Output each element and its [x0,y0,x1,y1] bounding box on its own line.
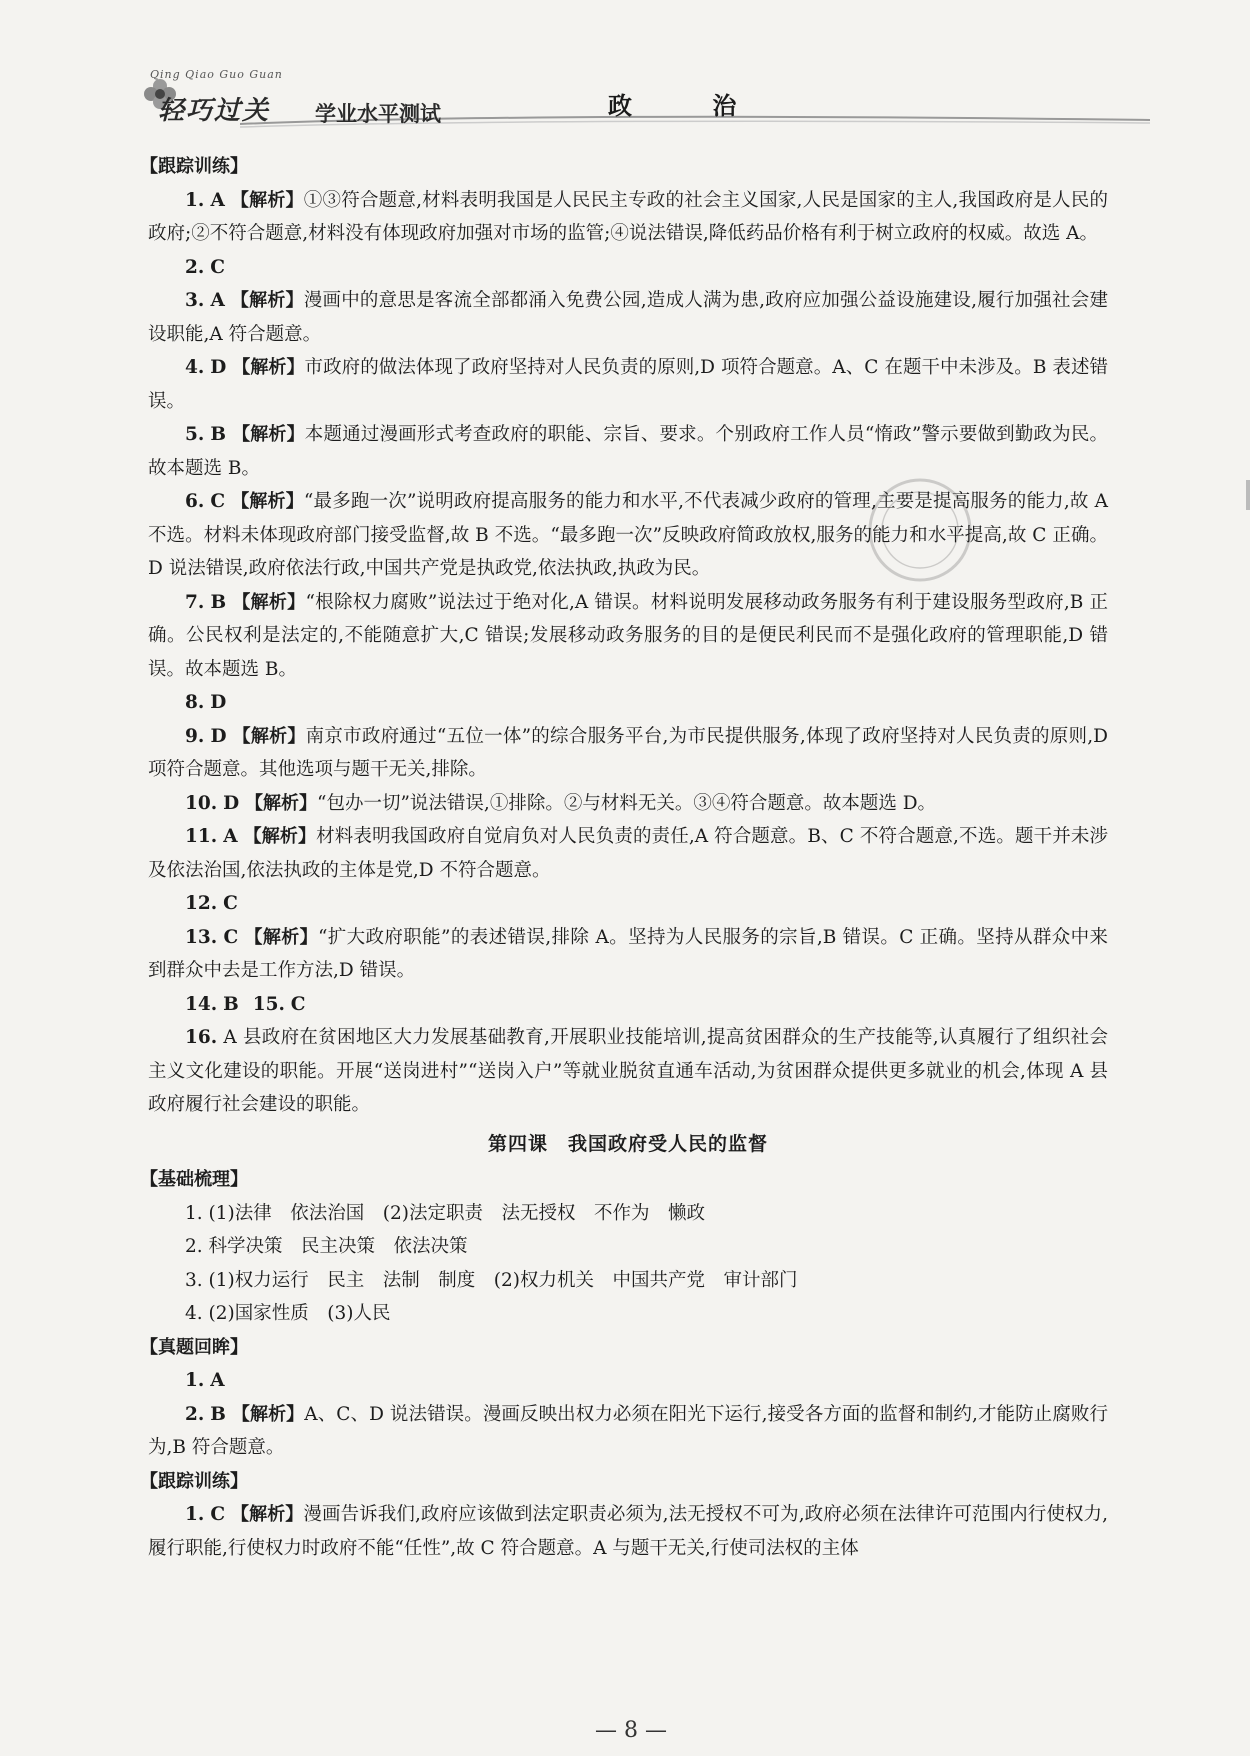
page-number: — 8 — [595,1718,667,1743]
scan-edge-mark [1246,480,1250,510]
lesson-title: 第四课 我国政府受人民的监督 [487,1132,768,1155]
section-heading: 【真题回眸】 [140,1336,248,1358]
section-heading: 【基础梳理】 [140,1169,248,1190]
answer-item: 4. D 【解析】市政府的做法体现了政府坚持对人民负责的原则,D 项符合题意。A、C 在题干中未涉及。B 表述错误。 [148,357,1109,412]
answer-item: 6. C 【解析】“最多跑一次”说明政府提高服务的能力和水平,不代表减少政府的管理,主要是提高服务的能力,故 A 不选。材料未体现政府部门接受监督,故 B 不选。“最多跑一次”反映政府简政放权,服务的能力和水平提高,故 C 正确。D 说法错误,政府依法行政,中国共产党是执政党,依法执政,执政为民。 [148,491,1108,579]
answer-item: 7. B 【解析】“根除权力腐败”说法过于绝对化,A 错误。材料说明发展移动政务服务有利于建设服务型政府,B 正确。公民权利是法定的,不能随意扩大,C 错误;发展移动政务服务的目的是便民利民而不是强化政府的管理职能,D 错误。故本题选 B。 [148,591,1109,680]
answer-item: 13. C 【解析】“扩大政府职能”的表述错误,排除 A。坚持为人民服务的宗旨,B 错误。C 正确。坚持从群众中来到群众中去是工作方法,D 错误。 [148,926,1108,981]
answer-item: 1. A [185,1370,225,1391]
answer-item: 2. C [185,256,225,278]
subject-title: 政 治 [608,92,773,120]
logo-title: 轻巧过关 [158,96,271,126]
answer-item: 3. A 【解析】漫画中的意思是客流全部都涌入免费公园,造成人满为患,政府应加强公益设施建设,履行加强社会建设职能,A 符合题意。 [148,290,1108,345]
answer-item: 16. A 县政府在贫困地区大力发展基础教育,开展职业技能培训,提高贫困群众的生产技能等,认真履行了组织社会主义文化建设的职能。开展“送岗进村”“送岗入户”等就业脱贫直通车活动,为贫困群众提供更多就业的机会,体现 A 县政府履行社会建设的职能。 [148,1027,1108,1115]
answer-item: 14. B 15. C [185,993,306,1015]
answer-item: 11. A 【解析】材料表明我国政府自觉肩负对人民负责的责任,A 符合题意。B、C 不符合题意,不选。题干并未涉及依法治国,依法执政的主体是党,D 不符合题意。 [148,826,1109,881]
list-item: 2. 科学决策 民主决策 依法决策 [185,1236,468,1257]
page-header [140,62,1150,132]
answer-item: 8. D [185,692,227,713]
list-item: 3. (1)权力运行 民主 法制 制度 (2)权力机关 中国共产党 审计部门 [185,1269,798,1291]
answer-item: 12. C [185,893,238,914]
section-heading: 【跟踪训练】 [140,156,248,177]
test-title: 学业水平测试 [315,102,441,126]
answer-item: 10. D 【解析】“包办一切”说法错误,①排除。②与材料无关。③④符合题意。故本题选 D。 [185,792,937,814]
answer-item: 5. B 【解析】本题通过漫画形式考查政府的职能、宗旨、要求。个别政府工作人员“惰政”警示要做到勤政为民。故本题选 B。 [148,424,1109,479]
section-heading: 【跟踪训练】 [140,1470,248,1492]
answer-item: 1. C 【解析】漫画告诉我们,政府应该做到法定职责必须为,法无授权不可为,政府必须在法律许可范围内行使权力,履行职能,行使权力时政府不能“任性”,故 C 符合题意。A 与题干无关,行使司法权的主体 [148,1504,1109,1559]
list-item: 1. (1)法律 依法治国 (2)法定职责 法无授权 不作为 懒政 [185,1202,705,1224]
answer-item: 9. D 【解析】南京市政府通过“五位一体”的综合服务平台,为市民提供服务,体现了政府坚持对人民负责的原则,D 项符合题意。其他选项与题干无关,排除。 [148,725,1108,780]
list-item: 4. (2)国家性质 (3)人民 [185,1303,391,1324]
logo-script: Qing Qiao Guo Guan [150,68,283,81]
answer-content [140,150,1109,1565]
answer-item: 2. B 【解析】A、C、D 说法错误。漫画反映出权力必须在阳光下运行,接受各方面的监督和制约,才能防止腐败行为,B 符合题意。 [148,1403,1108,1458]
answer-item: 1. A 【解析】①③符合题意,材料表明我国是人民民主专政的社会主义国家,人民是国家的主人,我国政府是人民的政府;②不符合题意,材料没有体现政府加强对市场的监管;④说法错误,降低药品价格有利于树立政府的权威。故选 A。 [148,189,1108,244]
